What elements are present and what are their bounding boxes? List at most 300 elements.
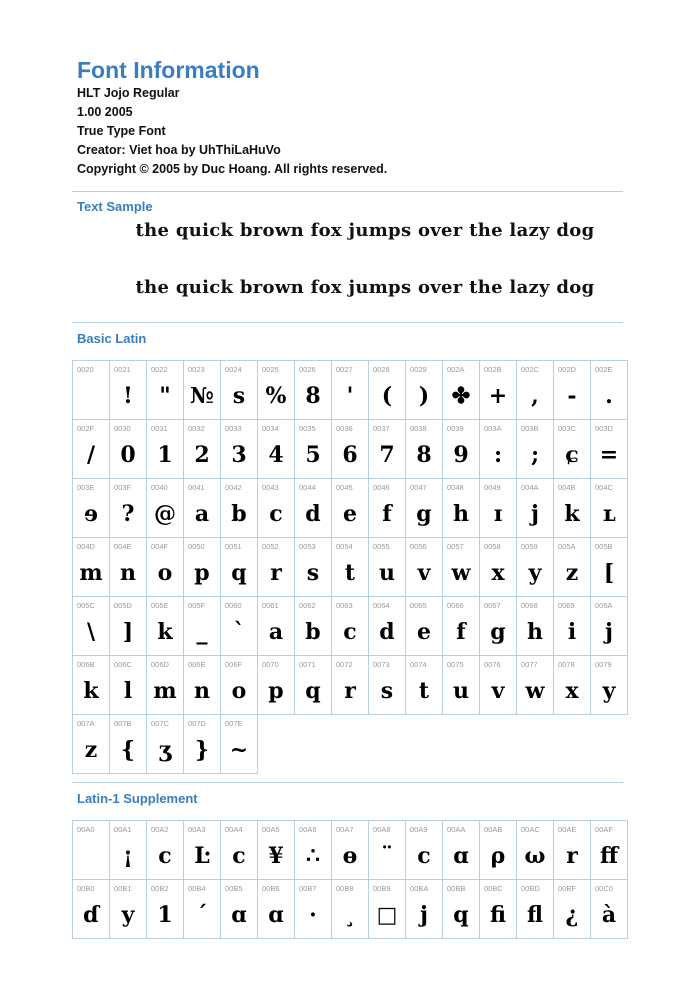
glyph: . [605,383,613,409]
glyph: s [380,678,394,704]
glyph: z [565,560,579,586]
glyph: fl [527,902,543,928]
glyph-cell [332,361,369,420]
glyph: ω [524,843,546,869]
glyph-cell [184,361,221,420]
glyph-code: 0051 [225,542,242,551]
glyph-code: 0025 [262,365,279,374]
glyph-code: 0057 [447,542,464,551]
glyph-code: 0037 [373,424,390,433]
glyph-cell [554,479,591,538]
glyph-cell [184,656,221,715]
glyph-code: 005A [558,542,576,551]
glyph-cell [73,880,110,939]
glyph-cell [110,361,147,420]
glyph-cell [480,361,517,420]
glyph-code: 0044 [299,483,316,492]
glyph-code: 002C [521,365,539,374]
glyph-cell [332,479,369,538]
glyph-cell [184,597,221,656]
glyph: ∴ [306,843,320,869]
glyph-code: 005B [595,542,613,551]
glyph-code: 0074 [410,660,427,669]
glyph: w [451,560,471,586]
font-name: HLT Jojo Regular [77,86,180,100]
glyph-code: 004A [521,483,539,492]
glyph: 0 [120,442,136,468]
glyph: ~ [229,737,249,763]
glyph-cell [517,880,554,939]
glyph-cell [221,656,258,715]
glyph: ʒ [158,737,172,763]
glyph-cell [295,420,332,479]
glyph: ¸ [344,902,356,928]
glyph-code: 003D [595,424,613,433]
glyph-code: 0040 [151,483,168,492]
glyph-cell [406,361,443,420]
glyph-cell [110,420,147,479]
glyph-cell [184,821,221,880]
glyph-code: 00BD [521,884,540,893]
glyph-code: 006C [114,660,132,669]
glyph: f [382,501,392,527]
glyph: ' [346,383,354,409]
glyph-cell [73,479,110,538]
glyph-cell [480,420,517,479]
glyph-cell [295,597,332,656]
glyph-code: 007B [114,719,132,728]
glyph-code: 0042 [225,483,242,492]
glyph: o [231,678,247,704]
glyph-cell [443,656,480,715]
glyph: n [120,560,136,586]
glyph-cell [184,715,221,774]
glyph-cell [443,361,480,420]
glyph-cell [332,420,369,479]
glyph-cell [73,715,110,774]
glyph-cell [369,538,406,597]
glyph: 7 [379,442,395,468]
glyph-code: 0034 [262,424,279,433]
glyph-cell [591,656,628,715]
text-sample-heading: Text Sample [77,199,153,214]
glyph-code: 007A [77,719,95,728]
glyph-code: 0058 [484,542,501,551]
glyph: n [194,678,210,704]
glyph-code: 0066 [447,601,464,610]
glyph: % [265,383,287,409]
glyph: ff [599,843,619,869]
glyph: à [601,902,617,928]
glyph-code: 0027 [336,365,353,374]
glyph-code: 0036 [336,424,353,433]
glyph-code: 0038 [410,424,427,433]
glyph-code: 0070 [262,660,279,669]
glyph-code: 002F [77,424,95,433]
glyph: x [491,560,505,586]
glyph-code: 0049 [484,483,501,492]
glyph-cell [406,538,443,597]
glyph-code: 00AA [447,825,466,834]
glyph-code: 0073 [373,660,390,669]
glyph-code: 00B4 [188,884,206,893]
glyph-cell [591,538,628,597]
glyph-code: 006A [595,601,613,610]
glyph-cell [517,479,554,538]
glyph-code: 00B9 [373,884,391,893]
glyph-cell [406,656,443,715]
glyph-cell [295,538,332,597]
glyph-cell [517,821,554,880]
glyph: p [268,678,284,704]
glyph-cell [258,821,295,880]
glyph: ( [381,383,393,409]
glyph-cell [221,597,258,656]
glyph-code: 0054 [336,542,353,551]
glyph-code: 0039 [447,424,464,433]
glyph: № [190,383,214,409]
glyph-cell [480,880,517,939]
glyph-code: 00B1 [114,884,132,893]
glyph-code: 0062 [299,601,316,610]
glyph-code: 0060 [225,601,242,610]
glyph-code: 004F [151,542,169,551]
glyph: l [123,678,133,704]
glyph: ɑ [453,843,469,869]
glyph: s [306,560,320,586]
glyph-cell [295,656,332,715]
glyph-cell [332,821,369,880]
glyph-code: 0032 [188,424,205,433]
grid-row [73,821,628,880]
glyph: 1 [157,902,173,928]
glyph-cell [147,656,184,715]
glyph-cell [221,880,258,939]
glyph-code: 004E [114,542,132,551]
glyph: v [491,678,505,704]
glyph-cell [258,597,295,656]
glyph-code: 00C0 [595,884,613,893]
glyph: 4 [268,442,284,468]
glyph: ¡ [123,843,133,869]
grid-row [73,656,628,715]
glyph-cell [369,597,406,656]
grid-row [73,420,628,479]
glyph: g [490,619,506,645]
glyph-code: 00AF [595,825,613,834]
glyph-code: 0056 [410,542,427,551]
glyph: ɪ [493,501,503,527]
glyph-cell [332,538,369,597]
glyph-code: 00A9 [410,825,428,834]
glyph: k [564,501,580,527]
glyph: ) [418,383,430,409]
glyph: f [456,619,466,645]
glyph: d [379,619,395,645]
grid-row [73,479,628,538]
glyph-cell [369,656,406,715]
glyph-code: 0033 [225,424,242,433]
glyph-cell [554,821,591,880]
glyph: g [416,501,432,527]
glyph-code: 00B2 [151,884,169,893]
basic-latin-heading: Basic Latin [77,331,147,346]
glyph-code: 0030 [114,424,131,433]
glyph: ¿ [565,902,579,928]
glyph-code: 0021 [114,365,131,374]
glyph-code: 00BA [410,884,429,893]
glyph-cell [221,538,258,597]
glyph-cell [147,715,184,774]
page-title: Font Information [77,57,260,83]
glyph-cell [480,656,517,715]
glyph-code: 0064 [373,601,390,610]
glyph-code: 0076 [484,660,501,669]
glyph: [ [603,560,615,586]
glyph-code: 00A6 [299,825,317,834]
glyph: ! [123,383,133,409]
glyph: 6 [342,442,358,468]
glyph: ɑ [231,902,247,928]
glyph-code: 00A8 [373,825,391,834]
latin1-grid [72,820,628,939]
glyph: d [305,501,321,527]
glyph-code: 005D [114,601,132,610]
glyph: a [194,501,210,527]
glyph: = [599,442,619,468]
glyph-code: 0059 [521,542,538,551]
glyph: o [157,560,173,586]
glyph: ʟ [602,501,616,527]
glyph: ? [121,501,135,527]
glyph: x [565,678,579,704]
glyph-code: 0029 [410,365,427,374]
glyph: r [270,560,282,586]
glyph: { [120,737,136,763]
glyph: w [525,678,545,704]
glyph-cell [406,880,443,939]
glyph: h [453,501,469,527]
glyph: " [159,383,171,409]
glyph-cell [110,821,147,880]
glyph-cell [554,420,591,479]
glyph-code: 004B [558,483,576,492]
glyph: \ [86,619,96,645]
glyph-cell [591,880,628,939]
glyph: v [417,560,431,586]
glyph-cell [406,479,443,538]
text-sample-line: the quick brown fox jumps over the lazy dog [135,277,595,298]
glyph-cell [73,597,110,656]
glyph-cell [184,479,221,538]
glyph-code: 00B8 [336,884,354,893]
glyph-code: 00A5 [262,825,280,834]
font-version: 1.00 2005 [77,105,133,119]
glyph: j [420,902,428,928]
glyph-code: 0053 [299,542,316,551]
font-type: True Type Font [77,124,166,138]
glyph-cell [591,597,628,656]
glyph: 8 [305,383,321,409]
glyph-code: 00BF [558,884,576,893]
glyph-cell [554,538,591,597]
glyph-code: 0045 [336,483,353,492]
glyph-code: 0026 [299,365,316,374]
glyph-code: 00A3 [188,825,206,834]
glyph-code: 00AE [558,825,577,834]
glyph-cell [332,656,369,715]
glyph: j [605,619,613,645]
glyph: ´ [196,902,208,928]
glyph-cell [258,880,295,939]
glyph-code: 0069 [558,601,575,610]
glyph: 5 [305,442,321,468]
glyph: ρ [490,843,506,869]
glyph: q [305,678,321,704]
glyph: i [567,619,577,645]
glyph-code: 0071 [299,660,316,669]
glyph-code: 006B [77,660,95,669]
glyph-cell [369,361,406,420]
glyph: u [379,560,395,586]
glyph-cell [258,538,295,597]
glyph-cell [147,880,184,939]
glyph-code: 0055 [373,542,390,551]
glyph-code: 00A0 [77,825,95,834]
glyph-cell [221,361,258,420]
grid-row [73,597,628,656]
glyph: c [417,843,431,869]
glyph-code: 00B5 [225,884,243,893]
glyph-cell [73,821,110,880]
glyph: ɵ [342,843,358,869]
glyph: ɘ [84,501,98,527]
glyph-cell [591,479,628,538]
glyph-code: 005C [77,601,95,610]
glyph-code: 002A [447,365,465,374]
glyph: 3 [231,442,247,468]
glyph-code: 00BB [447,884,466,893]
glyph: c [269,501,283,527]
glyph-code: 0065 [410,601,427,610]
glyph: h [527,619,543,645]
glyph-code: 003A [484,424,502,433]
glyph: ¥ [268,843,284,869]
glyph-code: 002B [484,365,502,374]
glyph-cell [554,361,591,420]
glyph-cell [147,361,184,420]
glyph: Ŀ [194,843,210,869]
glyph-code: 0072 [336,660,353,669]
glyph-code: 002E [595,365,613,374]
glyph: p [194,560,210,586]
glyph: _ [196,619,208,645]
glyph-code: 0020 [77,365,94,374]
glyph-code: 004C [595,483,613,492]
glyph-cell [147,479,184,538]
glyph-code: 0075 [447,660,464,669]
glyph-cell [147,597,184,656]
glyph-cell [221,715,258,774]
glyph-code: 00A7 [336,825,354,834]
glyph-code: 00A4 [225,825,243,834]
glyph-cell [517,538,554,597]
glyph-cell [517,420,554,479]
glyph: s [232,383,246,409]
glyph-cell [480,597,517,656]
glyph-cell [443,880,480,939]
glyph-cell [443,479,480,538]
glyph-cell [258,656,295,715]
grid-row [73,361,628,420]
glyph-code: 005F [188,601,206,610]
glyph: c [158,843,172,869]
glyph-code: 0024 [225,365,242,374]
glyph: t [418,678,430,704]
glyph: u [453,678,469,704]
glyph-cell [554,656,591,715]
glyph-cell [147,821,184,880]
glyph: k [157,619,173,645]
glyph: r [344,678,356,704]
glyph: z [84,737,98,763]
glyph-code: 0077 [521,660,538,669]
glyph-cell [369,420,406,479]
glyph-code: 00AC [521,825,540,834]
glyph-cell [184,420,221,479]
glyph-cell [369,880,406,939]
glyph-cell [110,597,147,656]
glyph: b [231,501,247,527]
glyph: 2 [194,442,210,468]
glyph-cell [406,821,443,880]
glyph-code: 0047 [410,483,427,492]
glyph: y [528,560,542,586]
glyph-cell [110,479,147,538]
glyph-cell [73,656,110,715]
glyph: ` [233,619,245,645]
glyph: y [602,678,616,704]
glyph-code: 006F [225,660,243,669]
glyph: ; [530,442,540,468]
glyph-code: 0052 [262,542,279,551]
glyph-cell [554,597,591,656]
glyph: a [268,619,284,645]
glyph-code: 004D [77,542,95,551]
glyph: , [531,383,539,409]
glyph-code: 0041 [188,483,205,492]
glyph: + [488,383,508,409]
glyph: e [343,501,357,527]
glyph-code: 0028 [373,365,390,374]
glyph-cell [406,597,443,656]
glyph: ¨ [381,843,393,869]
latin1-heading: Latin-1 Supplement [77,791,198,806]
glyph-code: 002D [558,365,576,374]
glyph-cell [295,361,332,420]
glyph: q [231,560,247,586]
glyph-cell [517,597,554,656]
glyph-code: 00B0 [77,884,95,893]
glyph-code: 00AB [484,825,503,834]
glyph-code: 003B [521,424,539,433]
glyph-code: 0061 [262,601,279,610]
font-creator: Creator: Viet hoa by UhThiLaHuVo [77,143,281,157]
glyph-cell [591,361,628,420]
glyph-code: 00A1 [114,825,132,834]
glyph: · [309,902,317,928]
grid-row [73,538,628,597]
